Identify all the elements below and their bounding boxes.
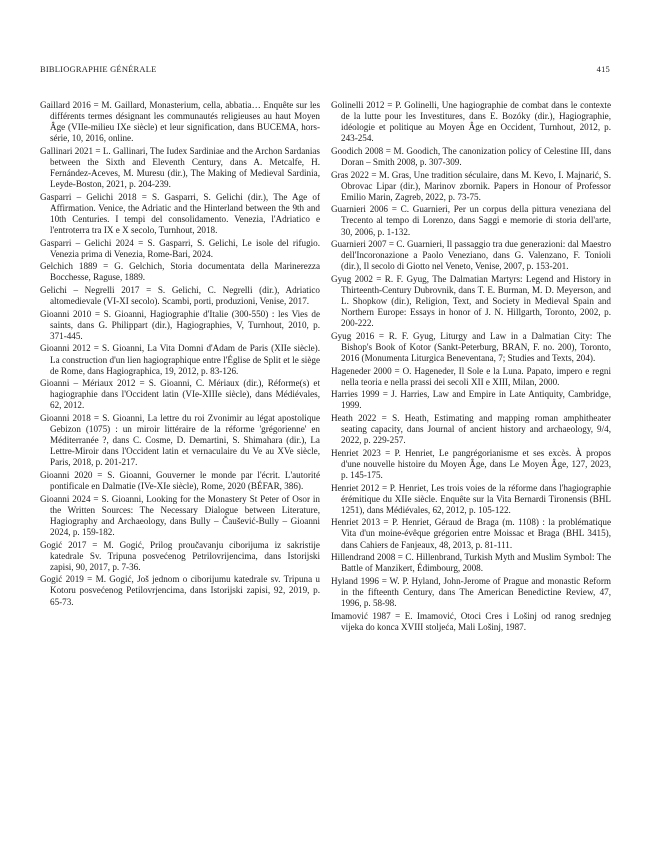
bibliography-entry <box>331 146 611 168</box>
bibliography-entry <box>40 494 320 538</box>
entry-key: Goodich 2008 = <box>331 145 394 156</box>
section-title: BIBLIOGRAPHIE GÉNÉRALE <box>40 64 157 74</box>
bibliography-entry <box>40 470 320 492</box>
bibliography-entry <box>331 389 611 411</box>
entry-key: Imamović 1987 = <box>331 610 405 621</box>
entry-text: S. Gioanni, La lettre du roi Zvonimir au légat apostolique Gebizon (1075) : un miroir littéraire de la réforme 'grégorienne' en Méditerranée ?, dans C. Cosme, D. Demartini, S. Shimahara (dir.), La Lettre-Miroir dans l'Occident latin et vernaculaire du Ve au XVe siècle, Paris, 2018, p. 201-217. <box>50 413 320 468</box>
entry-text: C. Guarnieri, Il passaggio tra due generazioni: dal Maestro dell'Incoronazione a Paolo Veneziano, dans G. Valenzano, F. Tonioli (dir.), Il secolo di Giotto nel Veneto, Venise, 2007, p. 153-201. <box>341 239 612 272</box>
bibliography-entry <box>331 517 611 550</box>
entry-key: Gogić 2019 = <box>40 574 96 585</box>
bibliography-entry <box>331 204 611 237</box>
bibliography-entry <box>331 100 611 144</box>
entry-key: Gasparri – Gelichi 2018 = <box>40 191 153 202</box>
bibliography-entry <box>331 331 611 364</box>
bibliography-entry <box>40 378 320 411</box>
entry-key: Guarnieri 2007 = <box>331 239 397 250</box>
entry-key: Gioanni 2020 = <box>40 470 108 480</box>
bibliography-entry <box>331 366 611 388</box>
entry-text: S. Gioanni, C. Mériaux (dir.), Réforme(s) et hagiographie dans l'Occident latin (VIe-XIIIe siècle), dans Médiévales, 62, 2012. <box>50 378 320 411</box>
running-header <box>40 64 610 78</box>
entry-key: Henriet 2012 = <box>331 482 390 493</box>
entry-text: S. Gasparri, S. Gelichi (dir.), The Age of Affirmation. Venice, the Adriatic and the Hinterland between the 9th and 10th Centuries. I tempi del consolidamento. Venezia, l'Adriatico e l'entroterra tra IX e X secolo, Turnhout, 2018. <box>50 191 320 236</box>
entry-key: Hageneder 2000 = <box>331 365 403 376</box>
entry-text: S. Gasparri, S. Gelichi, Le isole del rifugio. Venezia prima di Venezia, Rome-Bari, 2024. <box>50 237 321 259</box>
entry-text: G. Gelchich, Storia documentata della Marinerezza Bocchesse, Raguse, 1889. <box>50 261 320 283</box>
entry-key: Golinelli 2012 = <box>331 100 396 110</box>
entry-key: Heath 2022 = <box>331 413 393 424</box>
entry-key: Henriet 2013 = <box>331 517 392 528</box>
entry-key: Gioanni 2018 = <box>40 413 103 424</box>
bibliography-entry <box>331 274 611 329</box>
entry-key: Harries 1999 = <box>331 389 392 400</box>
entry-key: Hyland 1996 = <box>331 575 390 586</box>
entry-text: S. Gioanni, La Vita Domni d'Adam de Paris (XIIe siècle). La construction d'un lien hagiographique entre l'Église de Split et le siège de Rome, dans Hagiographica, 19, 2012, p. 83-126. <box>50 343 320 376</box>
entry-text: C. Hillenbrand, Turkish Myth and Muslim Symbol: The Battle of Manzikert, Édimbourg, 2008. <box>341 552 611 574</box>
bibliography-column-left <box>40 100 320 609</box>
bibliography-column-right <box>331 100 611 634</box>
entry-text: M. Gogić, Prilog proučavanju ciborijuma iz sakristije katedrale Sv. Tripuna posvećenog Petrilovrijencima, dans Istorijski zapisi, 90, 2017, p. 7-36. <box>50 539 320 572</box>
entry-text: S. Gelichi, C. Negrelli (dir.), Adriatico altomedievale (VI-XI secolo). Scambi, porti, produzioni, Venise, 2017. <box>50 285 320 307</box>
entry-text: P. Henriet, Géraud de Braga (m. 1108) : la problématique Vita d'un moine-évêque grégorien entre Moissac et Braga (BHL 3415), dans Cahiers de Fanjeaux, 48, 2013, p. 81-111. <box>341 517 611 550</box>
entry-key: Gioanni 2012 = <box>40 343 103 354</box>
entry-key: Gioanni 2010 = <box>40 308 104 319</box>
entry-key: Henriet 2023 = <box>331 447 395 458</box>
entry-text: E. Imamović, Otoci Cres i Lošinj od ranog srednjeg vijeka do konca XVIII stoljeća, Mali Lošinj, 1987. <box>341 610 611 632</box>
bibliography-entry <box>40 574 320 607</box>
entry-key: Gallinari 2021 = <box>40 145 103 156</box>
entry-text: M. Goodich, The canonization policy of Celestine III, dans Doran – Smith 2008, p. 307-309. <box>341 145 612 167</box>
entry-key: Gelichi – Negrelli 2017 = <box>40 285 158 295</box>
entry-key: Gasparri – Gelichi 2024 = <box>40 237 148 248</box>
bibliography-entry <box>40 100 320 144</box>
bibliography-entry <box>331 483 611 516</box>
entry-text: C. Guarnieri, Per un corpus della pittura veneziana del Trecento al tempo di Lorenzo, dans Saggi e memorie di storia dell'arte, 30, 2006, p. 1-132. <box>341 204 611 237</box>
entry-key: Hillendrand 2008 = <box>331 552 406 563</box>
entry-text: P. Henriet, Les trois voies de la réforme dans l'hagiographie érémitique du XIIe siècle. Enquête sur la Vita Bernardi Tironensis (BHL 1251), dans Médiévales, 62, 2012, p. 105-122. <box>341 482 611 515</box>
bibliography-entry <box>331 448 611 481</box>
entry-key: Gioanni – Mériaux 2012 = <box>40 378 149 389</box>
entry-text: R. F. Gyug, The Dalmatian Martyrs: Legend and History in Thirteenth-Century Dubrovnik, dans T. E. Burman, M. D. Meyerson, and L. Shopkow (dir.), Religion, Text, and Society in Medieval Spain and Northern Europe: Essays in honor of J. N. Hillgarth, Toronto, 2002, p. 200-222. <box>341 273 611 329</box>
bibliography-entry <box>331 576 611 609</box>
bibliography-entry <box>331 552 611 574</box>
entry-key: Gyug 2002 = <box>331 273 385 284</box>
entry-text: S. Heath, Estimating and mapping roman amphitheater seating capacity, dans Journal of ancient history and archaeology, 9/4, 2022, p. 229-257. <box>341 413 612 446</box>
bibliography-entry <box>331 239 611 272</box>
bibliography-entry <box>331 413 611 446</box>
entry-text: W. P. Hyland, John-Jerome of Prague and monastic Reform in the fifteenth Century, dans The American Benedictine Review, 47, 1996, p. 58-98. <box>341 575 612 609</box>
bibliography-entry <box>331 611 611 633</box>
entry-key: Guarnieri 2006 = <box>331 204 401 215</box>
entry-text: J. Harries, Law and Empire in Late Antiquity, Cambridge, 1999. <box>341 389 612 411</box>
entry-text: P. Henriet, Le pangrégorianisme et ses excès. À propos d'une nouvelle histoire du Moyen Âge, dans Le Moyen Âge, 127, 2023, p. 145-175. <box>341 447 611 480</box>
entry-text: R. F. Gyug, Liturgy and Law in a Dalmatian City: The Bishop's Book of Kotor (Sankt-Peterburg, BRAN, F. no. 200), Toronto, 2016 (Monumenta Liturgica Beneventana, 7; Studies and Texts, 204). <box>341 330 611 364</box>
page-number: 415 <box>596 64 610 74</box>
bibliography-entry <box>40 192 320 236</box>
entry-key: Gogić 2017 = <box>40 539 104 550</box>
entry-text: L. Gallinari, The Iudex Sardiniae and the Archon Sardanias between the Sixth and Eleventh Century, dans A. Metcalfe, H. Fernández-Aceves, M. Muresu (dir.), The Making of Medieval Sardinia, Leyde-Boston, 2021, p. 204-239. <box>50 145 320 190</box>
bibliography-entry <box>40 309 320 342</box>
entry-text: S. Gioanni, Looking for the Monastery St Peter of Osor in the Written Sources: The Necessary Dialogue between Literature, Hagiography and Archaeology, dans Bully – Čaušević-Bully – Gioanni 2024, p. 159-182. <box>50 493 320 537</box>
entry-text: M. Gras, Une tradition séculaire, dans M. Kevo, I. Majnarić, S. Obrovac Lipar (dir.), Marinov zbornik. Papers in Honour of Professor Emilio Marin, Zagreb, 2022, p. 73-75. <box>341 169 611 202</box>
entry-key: Gras 2022 = <box>331 169 379 180</box>
bibliography-entry <box>40 146 320 190</box>
entry-key: Gelchich 1889 = <box>40 261 115 272</box>
entry-text: S. Gioanni, Hagiographie d'Italie (300-550) : les Vies de saints, dans G. Philippart (dir.), Hagiographies, V, Turnhout, 2010, p. 371-445. <box>50 308 320 341</box>
entry-text: M. Gogić, Još jednom o ciborijumu katedrale sv. Tripuna u Kotoru posvećenog Petilovrjencima, dans Istorijski zapisi, 92, 2019, p. 65-73. <box>50 574 320 607</box>
entry-key: Gioanni 2024 = <box>40 493 102 504</box>
entry-text: O. Hageneder, Il Sole e la Luna. Papato, impero e regni nella teoria e nella prassi dei secoli XII e XIII, Milan, 2000. <box>341 365 611 387</box>
entry-text: P. Golinelli, Une hagiographie de combat dans le contexte de la lutte pour les Investitures, dans E. Bozóky (dir.), Hagiographie, idéologie et politique au Moyen Âge en Occident, Turnhout, 2012, p. 243-254. <box>341 100 612 144</box>
bibliography-entry <box>40 413 320 468</box>
bibliography-entry <box>40 540 320 573</box>
entry-text: M. Gaillard, Monasterium, cella, abbatia… Enquête sur les différents termes désignant les communautés religieuses au haut Moyen Âge (VIIe-milieu IXe siècle) et leur signification, dans BUCEMA, hors-série, 10, 2016, online. <box>50 100 320 144</box>
bibliography-entry <box>40 343 320 376</box>
bibliography-entry <box>40 285 320 307</box>
entry-key: Gyug 2016 = <box>331 330 389 341</box>
entry-key: Gaillard 2016 = <box>40 100 102 110</box>
bibliography-entry <box>331 170 611 203</box>
bibliography-entry <box>40 261 320 283</box>
bibliography-entry <box>40 238 320 260</box>
entry-text: S. Gioanni, Gouverner le monde par l'écrit. L'autorité pontificale en Dalmatie (IVe-XIe siècle), Rome, 2020 (BÉFAR, 386). <box>50 470 320 492</box>
